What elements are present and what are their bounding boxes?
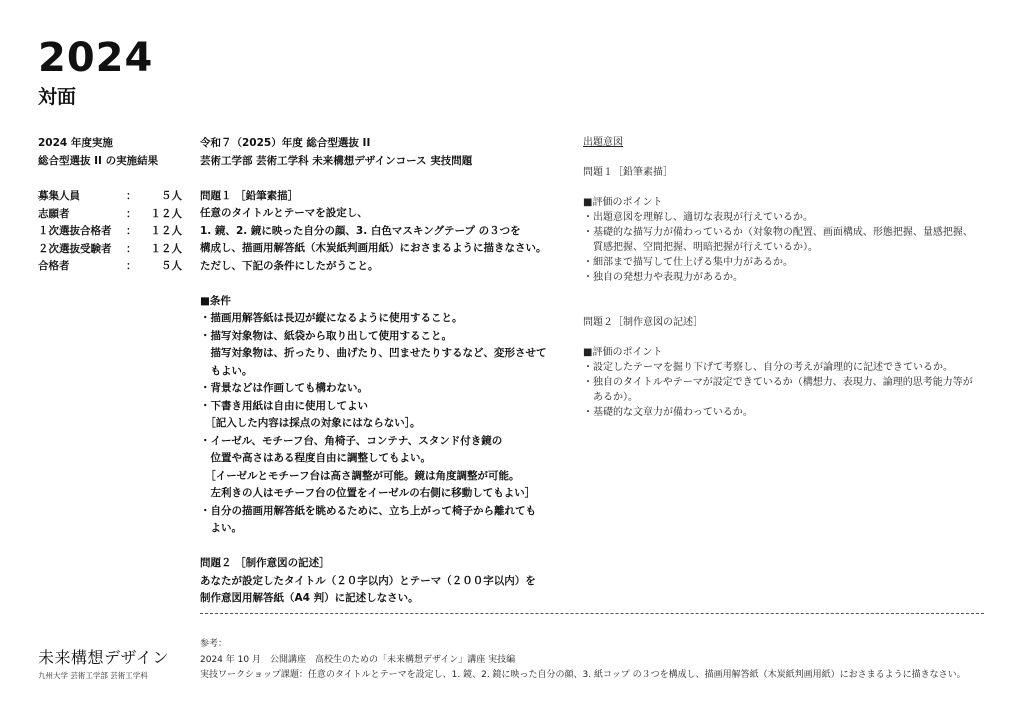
stat-value: １２人	[150, 225, 182, 237]
text-line: ・設定したテーマを掘り下げて考察し、自分の考えが論理的に記述できているか。	[583, 362, 953, 373]
text-line: ・基礎的な文章力が備わっているか。	[583, 407, 753, 418]
text-line: よい。	[200, 522, 242, 534]
text-line: ■条件	[200, 294, 231, 307]
spacer	[200, 170, 570, 188]
intent-heading: 出題意図	[583, 137, 623, 148]
reference-label: 参考：	[200, 639, 228, 649]
stat-colon: ：	[126, 207, 137, 220]
text-line: 構成し、描画用解答紙（木炭紙判画用紙）におさまるように描きなさい。	[200, 242, 547, 254]
text-line: 問題２ ［制作意図の記述］	[200, 557, 330, 569]
stat-row	[38, 241, 188, 259]
reference-line-1: 2024 年 10 月 公開講座 高校生のための「未来構想デザイン」講座 実技編	[200, 654, 516, 665]
spacer	[583, 150, 1003, 165]
page-year: 2024	[38, 35, 154, 81]
stat-label: 志願者	[38, 207, 70, 220]
spacer	[583, 180, 1003, 195]
text-line: ・描写対象物は、紙袋から取り出して使用すること。	[200, 329, 452, 342]
dashed-divider	[200, 613, 984, 614]
stat-row	[38, 223, 188, 241]
results-summary	[38, 135, 188, 276]
text-line: 任意のタイトルとテーマを設定し、	[200, 207, 368, 219]
text-line: 問題１ ［鉛筆素描］	[200, 189, 299, 202]
spacer	[200, 275, 570, 293]
text-line: ・独自の発想力や表現力があるか。	[583, 272, 743, 283]
text-line: 左利きの人はモチーフ台の位置をイーゼルの右側に移動してもよい］	[200, 487, 536, 499]
spacer	[583, 285, 1003, 300]
stat-row	[38, 258, 188, 276]
summary-year-line: 2024 年度実施	[38, 137, 113, 149]
summary-title-line: 総合型選抜 II の実施結果	[38, 154, 159, 167]
intent-body	[583, 150, 1003, 420]
stat-row	[38, 206, 188, 224]
text-line: ・イーゼル、モチーフ台、角椅子、コンテナ、スタンド付き鏡の	[200, 434, 503, 447]
text-line: 問題１［鉛筆素描］	[583, 167, 673, 178]
text-line: 描写対象物は、折ったり、曲げたり、凹ませたりするなど、変形させて	[200, 347, 547, 359]
reference-note	[200, 637, 966, 684]
stat-row	[38, 188, 188, 206]
page-subtitle: 対面	[38, 86, 77, 108]
text-line: ［記入した内容は採点の対象にはならない］。	[200, 417, 421, 429]
text-line: ■評価のポイント	[583, 347, 663, 358]
stat-value: ５人	[161, 190, 182, 202]
stat-value: ５人	[161, 260, 182, 272]
text-line: ・自分の描画用解答紙を眺めるために、立ち上がって椅子から離れても	[200, 504, 536, 517]
text-line: ・描画用解答紙は長辺が縦になるように使用すること。	[200, 312, 463, 324]
stat-value: １２人	[150, 242, 182, 255]
text-line: ・背景などは作画しても構わない。	[200, 382, 368, 394]
text-line: ただし、下記の条件にしたがうこと。	[200, 259, 379, 272]
text-line: 芸術工学部 芸術工学科 未来構想デザインコース 実技問題	[200, 154, 473, 167]
stats-list	[38, 188, 188, 276]
text-line: ［イーゼルとモチーフ台は高さ調整が可能。鏡は角度調整が可能。	[200, 469, 520, 482]
spacer	[583, 330, 1003, 345]
logo-subtitle: 九州大学 芸術工学部 芸術工学科	[38, 671, 148, 680]
stat-colon: ：	[126, 225, 137, 237]
stat-label: 募集人員	[38, 190, 80, 202]
intent-section	[583, 135, 1003, 420]
stat-colon: ：	[126, 260, 137, 272]
text-line: もよい。	[200, 364, 253, 377]
text-line: あなたが設定したタイトル（２０字以内）とテーマ（２００字以内）を	[200, 574, 536, 587]
stat-colon: ：	[126, 242, 137, 255]
text-line: 制作意図用解答紙（A4 判）に記述しなさい。	[200, 592, 419, 604]
stat-colon: ：	[126, 190, 137, 202]
text-line: 令和７（2025）年度 総合型選抜 II	[200, 137, 371, 149]
text-line: 位置や高さはある程度自由に調整してもよい。	[200, 452, 431, 464]
text-line: 問題２［制作意図の記述］	[583, 317, 703, 328]
text-line: ・細部まで描写して仕上げる集中力があるか。	[583, 257, 793, 268]
spacer	[583, 300, 1003, 315]
text-line: ・基礎的な描写力が備わっているか（対象物の配置、画面構成、形態把握、量感把握、	[583, 227, 973, 238]
text-line: ・出題意図を理解し、適切な表現が行えているか。	[583, 212, 813, 223]
stat-label: １次選抜合格者	[38, 225, 112, 237]
exam-problems	[200, 135, 570, 608]
text-line: ・下書き用紙は自由に使用してよい	[200, 399, 368, 412]
stat-value: １２人	[150, 207, 182, 220]
spacer	[200, 538, 570, 556]
logo-title: 未来構想デザイン	[38, 648, 169, 667]
stat-label: ２次選抜受験者	[38, 242, 112, 255]
reference-line-2: 実技ワークショップ課題：任意のタイトルとテーマを設定し、1. 鏡、2. 鏡に映った自分の顔、3. 紙コップ の３つを構成し、描画用解答紙（木炭紙判画用紙）におさまるように描きなさい。	[200, 670, 966, 680]
text-line: ■評価のポイント	[583, 197, 663, 208]
text-line: ・独自のタイトルやテーマが設定できているか（構想力、表現力、論理的思考能力等が	[583, 377, 973, 388]
text-line: 質感把握、空間把握、明暗把握が行えているか）。	[583, 242, 818, 253]
text-line: あるか）。	[583, 392, 638, 403]
text-line: 1. 鏡、2. 鏡に映った自分の顔、3. 白色マスキングテープ の３つを	[200, 224, 521, 237]
stat-label: 合格者	[38, 260, 70, 272]
